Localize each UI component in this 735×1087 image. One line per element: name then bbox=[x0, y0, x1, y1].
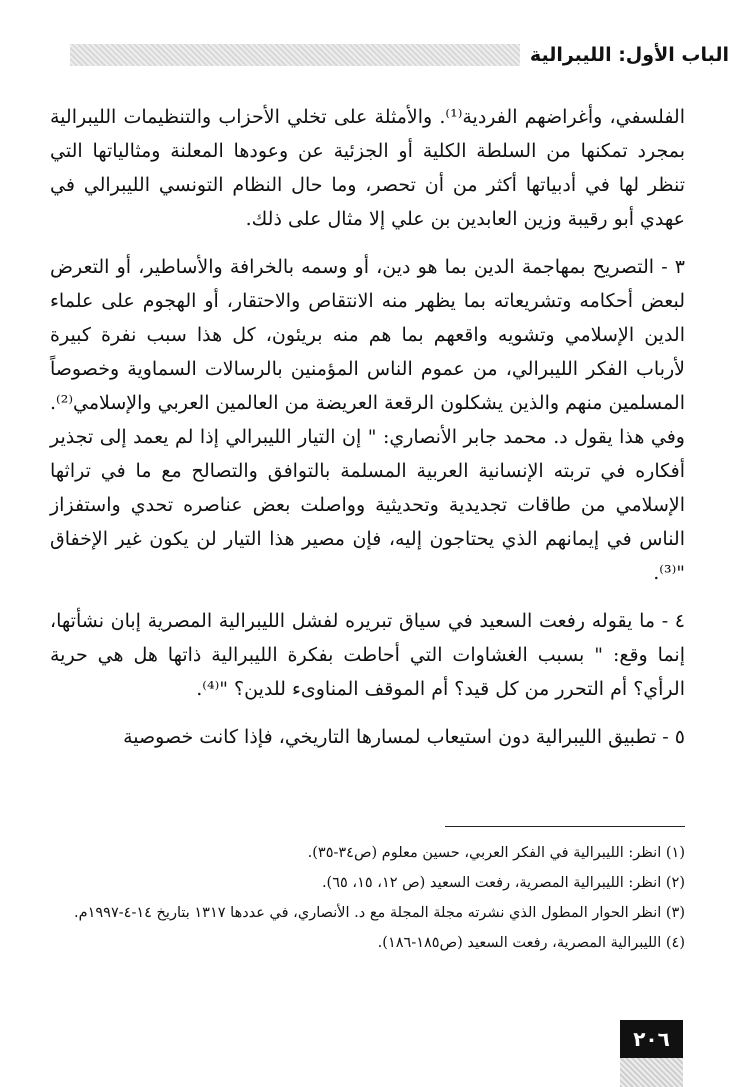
paragraph-continuation: الفلسفي، وأغراضهم الفردية⁽¹⁾. والأمثلة على تخلي الأحزاب والتنظيمات الليبرالية بمجرد تمكنها من السلطة الكلية أو الجزئية عن وعودها المعلنة ومثالياتها التي تنظر لها في أدبياتها أكثر من أن تحصر، وما حال النظام التونسي الليبرالي في عهدي أبو رقيبة وزين العابدين بن علي إلا مثال على ذلك. bbox=[50, 106, 686, 230]
page-number-decorative-band bbox=[620, 1058, 683, 1087]
page-number: ٢٠٦ bbox=[620, 1020, 683, 1058]
footnotes-divider bbox=[445, 826, 685, 827]
footnotes bbox=[50, 838, 685, 958]
paragraph-point-5: ٥ - تطبيق الليبرالية دون استيعاب لمسارها التاريخي، فإذا كانت خصوصية bbox=[123, 726, 685, 748]
running-header bbox=[70, 40, 735, 70]
main-text bbox=[50, 100, 685, 768]
footnote-3: (٣) انظر الحوار المطول الذي نشرته مجلة المجلة مع د. الأنصاري، في عددها ١٣١٧ بتاريخ ١٤-٤-١٩٩٧م. bbox=[74, 905, 685, 921]
footnote-4: (٤) الليبرالية المصرية، رفعت السعيد (ص١٨٥-١٨٦). bbox=[377, 935, 685, 951]
chapter-title: الباب الأول: الليبرالية bbox=[520, 40, 735, 70]
paragraph-point-3: ٣ - التصريح بمهاجمة الدين بما هو دين، أو وسمه بالخرافة والأساطير، أو التعرض لبعض أحكامه وتشريعاته بما يظهر منه الانتقاص والاحتقار، أو الهجوم على علماء الدين الإسلامي وتشويه واقعهم بما هم منه بريئون، كل هذا سبب نفرة كبيرة لأرباب الفكر الليبرالي، من عموم الناس المؤمنين بالرسالات السماوية وخصوصاً المسلمين منهم والذين يشكلون الرقعة العريضة من العالمين العربي والإسلامي⁽²⁾. وفي هذا يقول د. محمد جابر الأنصاري: " إن التيار الليبرالي إذا لم يعمد إلى تجذير أفكاره في تربته الإنسانية العربية المسلمة بالتوافق والتصالح مع ما في تراثها الإسلامي من طاقات تجديدية وتحديثية وواصلت بعض عناصره تحدي واستفزاز الناس في إيمانهم الذي يحتاجون إليه، فإن مصير هذا التيار لن يكون غير الإخفاق "⁽³⁾. bbox=[50, 256, 685, 584]
paragraph-point-4: ٤ - ما يقوله رفعت السعيد في سياق تبريره لفشل الليبرالية المصرية إبان نشأتها، إنما وقع: " بسبب الغشاوات التي أحاطت بفكرة الليبرالية ذاتها هل هي حرية الرأي؟ أم التحرر من كل قيد؟ أم الموقف المناوىء للدين؟ "⁽⁴⁾. bbox=[50, 610, 685, 700]
footnote-1: (١) انظر: الليبرالية في الفكر العربي، حسين معلوم (ص٣٤-٣٥). bbox=[307, 845, 685, 861]
footnote-2: (٢) انظر: الليبرالية المصرية، رفعت السعيد (ص ١٢، ١٥، ٦٥). bbox=[321, 875, 685, 891]
